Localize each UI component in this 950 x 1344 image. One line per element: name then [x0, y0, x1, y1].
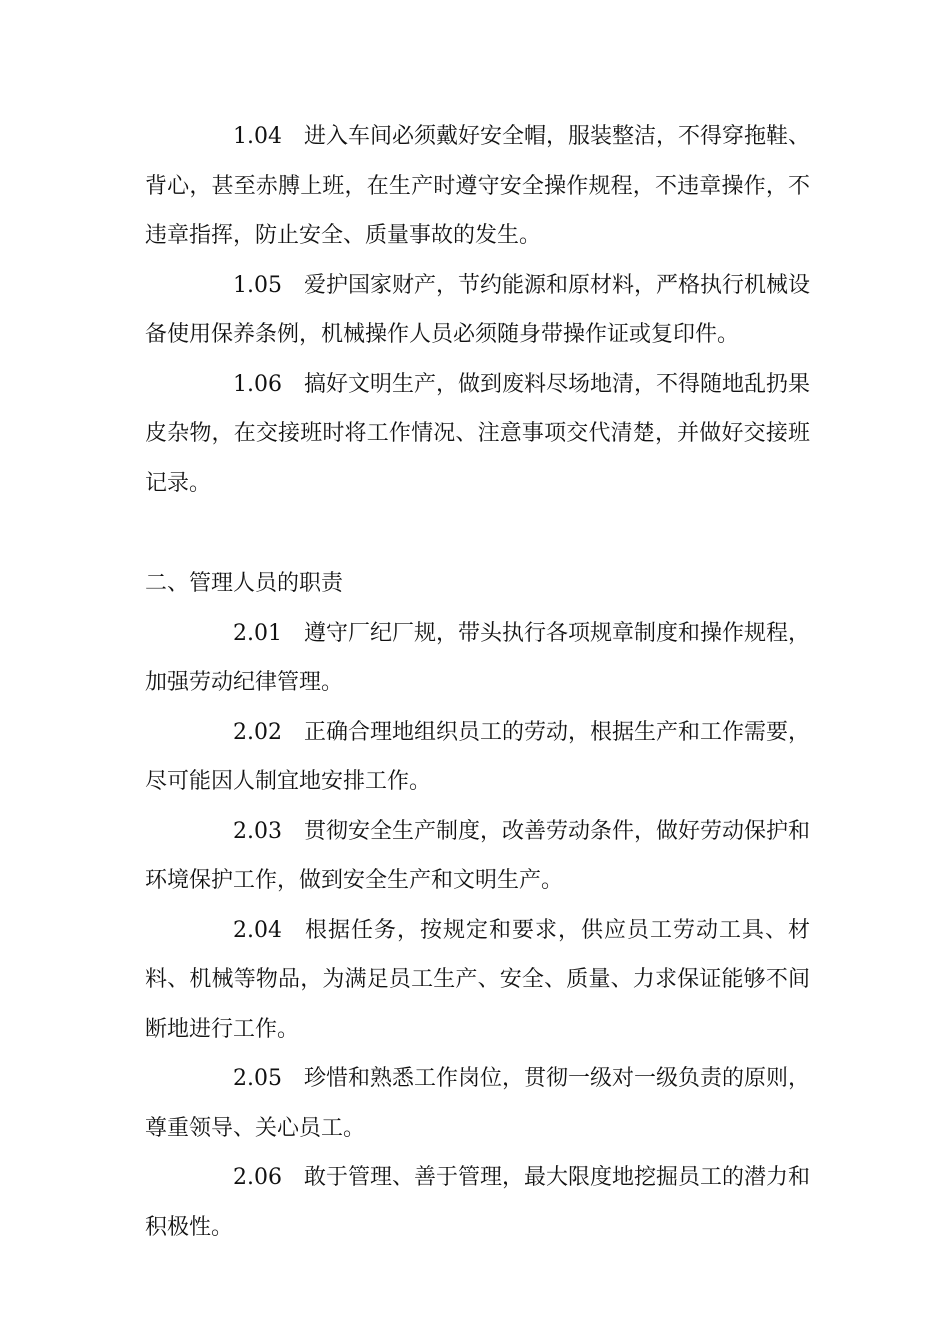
clause-text: 爱护国家财产，节约能源和原材料，严格执行机械设备使用保养条例，机械操作人员必须随身带操作证或复印件。	[145, 272, 810, 347]
clause-number: 2.03	[233, 818, 282, 844]
clause-2-03	[145, 807, 810, 906]
clause-text: 搞好文明生产，做到废料尽场地清，不得随地乱扔果皮杂物，在交接班时将工作情况、注意事项交代清楚，并做好交接班记录。	[145, 371, 810, 496]
clause-number: 2.06	[233, 1165, 282, 1190]
section-heading: 二、管理人员的职责	[145, 571, 344, 596]
document-body	[145, 112, 810, 1252]
clause-1-05	[145, 261, 810, 360]
clause-number: 1.05	[233, 272, 282, 298]
clause-text: 珍惜和熟悉工作岗位，贯彻一级对一级负责的原则，尊重领导、关心员工。	[145, 1066, 810, 1141]
clause-number: 2.02	[233, 719, 282, 745]
clause-text: 正确合理地组织员工的劳动，根据生产和工作需要，尽可能因人制宜地安排工作。	[145, 719, 810, 794]
clause-text: 根据任务，按规定和要求，供应员工劳动工具、材料、机械等物品，为满足员工生产、安全、质量、力求保证能够不间断地进行工作。	[145, 917, 810, 1042]
clause-2-02	[145, 708, 810, 807]
clause-number: 2.01	[233, 620, 282, 646]
clause-number: 2.05	[233, 1066, 282, 1091]
clause-number: 1.06	[233, 371, 282, 397]
clause-text: 贯彻安全生产制度，改善劳动条件，做好劳动保护和环境保护工作，做到安全生产和文明生产。	[145, 818, 810, 893]
clause-2-05	[145, 1054, 810, 1153]
clause-2-01	[145, 609, 810, 708]
clause-2-06	[145, 1153, 810, 1252]
clause-text: 进入车间必须戴好安全帽，服装整洁，不得穿拖鞋、背心，甚至赤膊上班，在生产时遵守安全操作规程，不违章操作，不违章指挥，防止安全、质量事故的发生。	[145, 124, 810, 248]
clause-text: 遵守厂纪厂规，带头执行各项规章制度和操作规程，加强劳动纪律管理。	[145, 620, 810, 695]
clause-2-04	[145, 906, 810, 1055]
clause-1-06	[145, 360, 810, 509]
clause-text: 敢于管理、善于管理，最大限度地挖掘员工的潜力和积极性。	[145, 1165, 810, 1240]
clause-1-04	[145, 112, 810, 261]
clause-number: 1.04	[233, 124, 282, 149]
clause-number: 2.04	[233, 917, 282, 943]
